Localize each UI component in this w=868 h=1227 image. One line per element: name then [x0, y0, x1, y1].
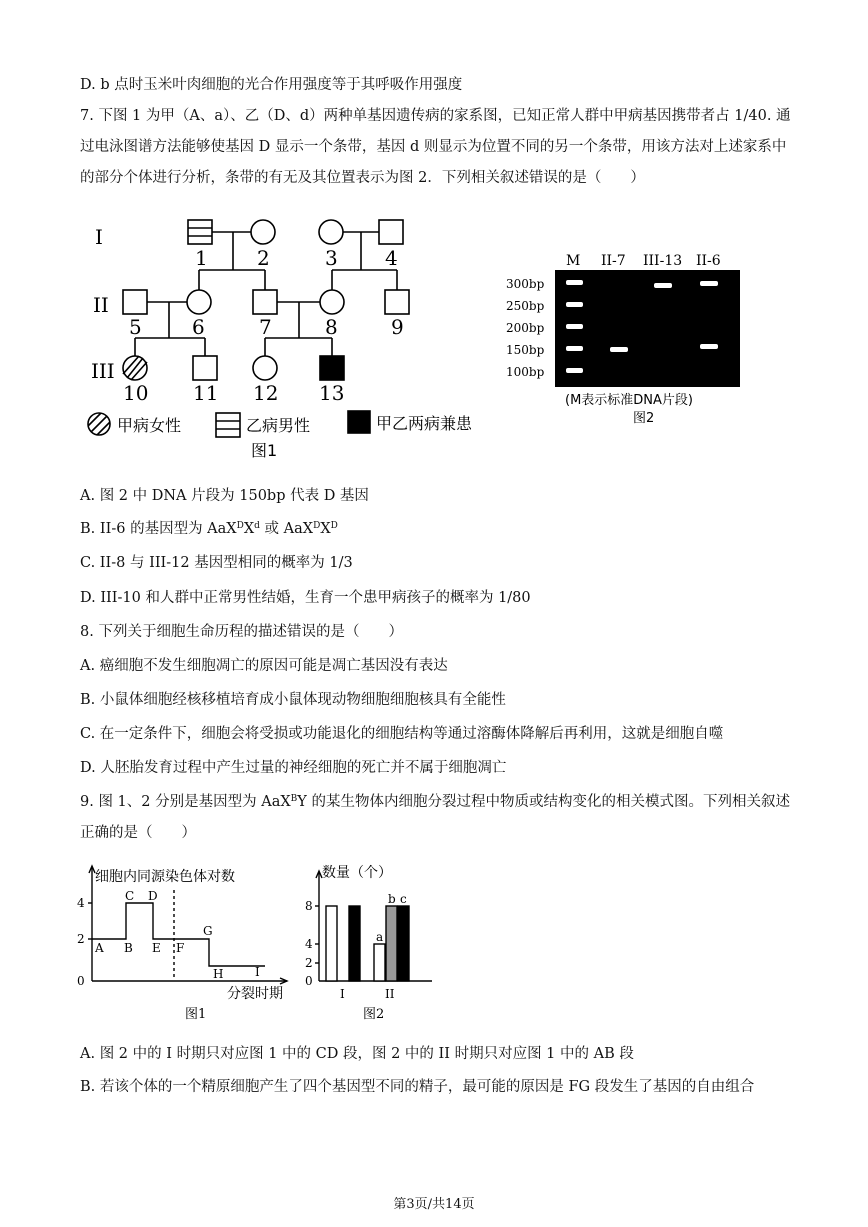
- fig1-caption: 图1: [251, 441, 278, 460]
- bar-i-black: [349, 906, 360, 981]
- svg-text:12: 12: [253, 381, 279, 405]
- gen-label-ii: II: [93, 293, 109, 317]
- svg-text:I: I: [340, 987, 345, 1001]
- q8-option-b: B. 小鼠体细胞经核移植培育成小鼠体现动物细胞细胞核具有全能性: [80, 692, 506, 708]
- lane-ii6: II-6: [696, 253, 721, 269]
- q7-stem: 7. 下图 1 为甲（A、a）、乙（D、d）两种单基因遗传病的家系图，已知正常人群中甲病基因携带者占 1/40. 通过电泳图谱方法能够使基因 D 显示一个条带，基因 d 则显示为位置不同的另一个条带，用该方法对上述家系中的部分个体进行分析，条带的有无及其位置表示为图 2．下列相关叙述错误的是（ ）: [80, 108, 791, 186]
- q8-option-c: C. 在一定条件下，细胞会将受损或功能退化的细胞结构等通过溶酶体降解后再利用，这就是细胞自噬: [80, 726, 724, 742]
- svg-text:8: 8: [305, 899, 313, 913]
- svg-text:E: E: [152, 941, 161, 955]
- svg-text:II: II: [385, 987, 395, 1001]
- svg-text:2: 2: [257, 246, 270, 270]
- bar-ii-a: [374, 944, 385, 981]
- svg-text:300bp: 300bp: [506, 277, 545, 291]
- gel-figure: [500, 245, 760, 430]
- svg-text:A: A: [95, 941, 104, 955]
- svg-text:H: H: [213, 967, 224, 981]
- gen-label-i: I: [95, 225, 103, 249]
- fig9-1-chart: [75, 860, 305, 1025]
- option-d-previous: D. b 点时玉米叶肉细胞的光合作用强度等于其呼吸作用强度: [80, 77, 463, 93]
- svg-text:9: 9: [391, 315, 404, 339]
- q8-option-d: D. 人胚胎发育过程中产生过量的神经细胞的死亡并不属于细胞凋亡: [80, 760, 507, 776]
- legend-yi-male: 乙病男性: [246, 416, 311, 435]
- pedigree-figure: [85, 210, 505, 465]
- lane-m: M: [566, 253, 581, 269]
- page-footer: 第3页/共14页: [393, 1197, 475, 1212]
- svg-text:200bp: 200bp: [506, 321, 545, 335]
- q9-option-b: B. 若该个体的一个精原细胞产生了四个基因型不同的精子，最可能的原因是 FG 段发生了基因的自由组合: [80, 1079, 755, 1095]
- gen-label-iii: III: [91, 359, 115, 383]
- svg-text:3: 3: [325, 246, 338, 270]
- svg-text:0: 0: [305, 974, 313, 988]
- fig2-caption: 图2: [633, 411, 655, 426]
- svg-text:2: 2: [305, 956, 313, 970]
- q7-option-c: C. II-8 与 III-12 基因型相同的概率为 1/3: [80, 555, 353, 571]
- svg-text:I: I: [255, 965, 260, 979]
- svg-text:0: 0: [77, 974, 85, 988]
- svg-text:4: 4: [385, 246, 398, 270]
- svg-text:13: 13: [319, 381, 345, 405]
- svg-text:250bp: 250bp: [506, 299, 545, 313]
- svg-text:6: 6: [192, 315, 205, 339]
- svg-text:5: 5: [129, 315, 142, 339]
- fig9-1-xlabel: 分裂时期: [227, 986, 283, 1002]
- q9-option-a: A. 图 2 中的 I 时期只对应图 1 中的 CD 段，图 2 中的 II 时期只对应图 1 中的 AB 段: [80, 1046, 634, 1062]
- svg-text:a: a: [376, 930, 384, 944]
- q9-stem: 9. 图 1、2 分别是基因型为 AaX$^B$Y 的某生物体内细胞分裂过程中物质或结构变化的相关模式图。下列相关叙述正确的是（ ）: [80, 794, 790, 841]
- lane-ii7: II-7: [601, 253, 626, 269]
- svg-text:11: 11: [193, 381, 219, 405]
- q7-option-b: B. II-6 的基因型为 $AaX^DX^d$ 或 $AaX^DX^D$: [80, 521, 338, 537]
- svg-text:D: D: [148, 889, 158, 903]
- fig9-2-ylabel: 数量（个）: [322, 865, 392, 881]
- svg-text:F: F: [176, 941, 185, 955]
- svg-text:C: C: [125, 889, 135, 903]
- svg-text:8: 8: [325, 315, 338, 339]
- q8-stem: 8. 下列关于细胞生命历程的描述错误的是（ ）: [80, 624, 403, 640]
- svg-text:B: B: [124, 941, 133, 955]
- svg-text:b: b: [388, 892, 396, 906]
- lane-iii13: III-13: [643, 253, 683, 269]
- fig9-2-chart: [300, 860, 445, 1025]
- fig9-1-ylabel: 细胞内同源染色体对数: [95, 869, 235, 885]
- legend-both: 甲乙两病兼患: [376, 414, 473, 433]
- legend-jia-female: 甲病女性: [117, 416, 182, 435]
- svg-text:100bp: 100bp: [506, 365, 545, 379]
- svg-text:4: 4: [305, 937, 313, 951]
- fig9-1-caption: 图1: [185, 1007, 207, 1022]
- q8-option-a: A. 癌细胞不发生细胞凋亡的原因可能是凋亡基因没有表达: [80, 658, 448, 674]
- bar-ii-c: [398, 906, 409, 981]
- svg-text:150bp: 150bp: [506, 343, 545, 357]
- svg-text:c: c: [400, 892, 407, 906]
- gel-note: (M表示标准DNA片段): [565, 393, 693, 408]
- q7-option-d: D. III-10 和人群中正常男性结婚，生育一个患甲病孩子的概率为 1/80: [80, 590, 531, 606]
- q7-option-a: A. 图 2 中 DNA 片段为 150bp 代表 D 基因: [80, 488, 369, 504]
- svg-text:10: 10: [123, 381, 149, 405]
- svg-text:7: 7: [259, 315, 272, 339]
- svg-text:1: 1: [195, 246, 208, 270]
- fig9-2-caption: 图2: [363, 1007, 385, 1022]
- bar-i-white: [326, 906, 337, 981]
- svg-text:2: 2: [77, 932, 85, 946]
- svg-text:4: 4: [77, 896, 85, 910]
- bar-ii-b: [386, 906, 397, 981]
- svg-text:G: G: [203, 924, 213, 938]
